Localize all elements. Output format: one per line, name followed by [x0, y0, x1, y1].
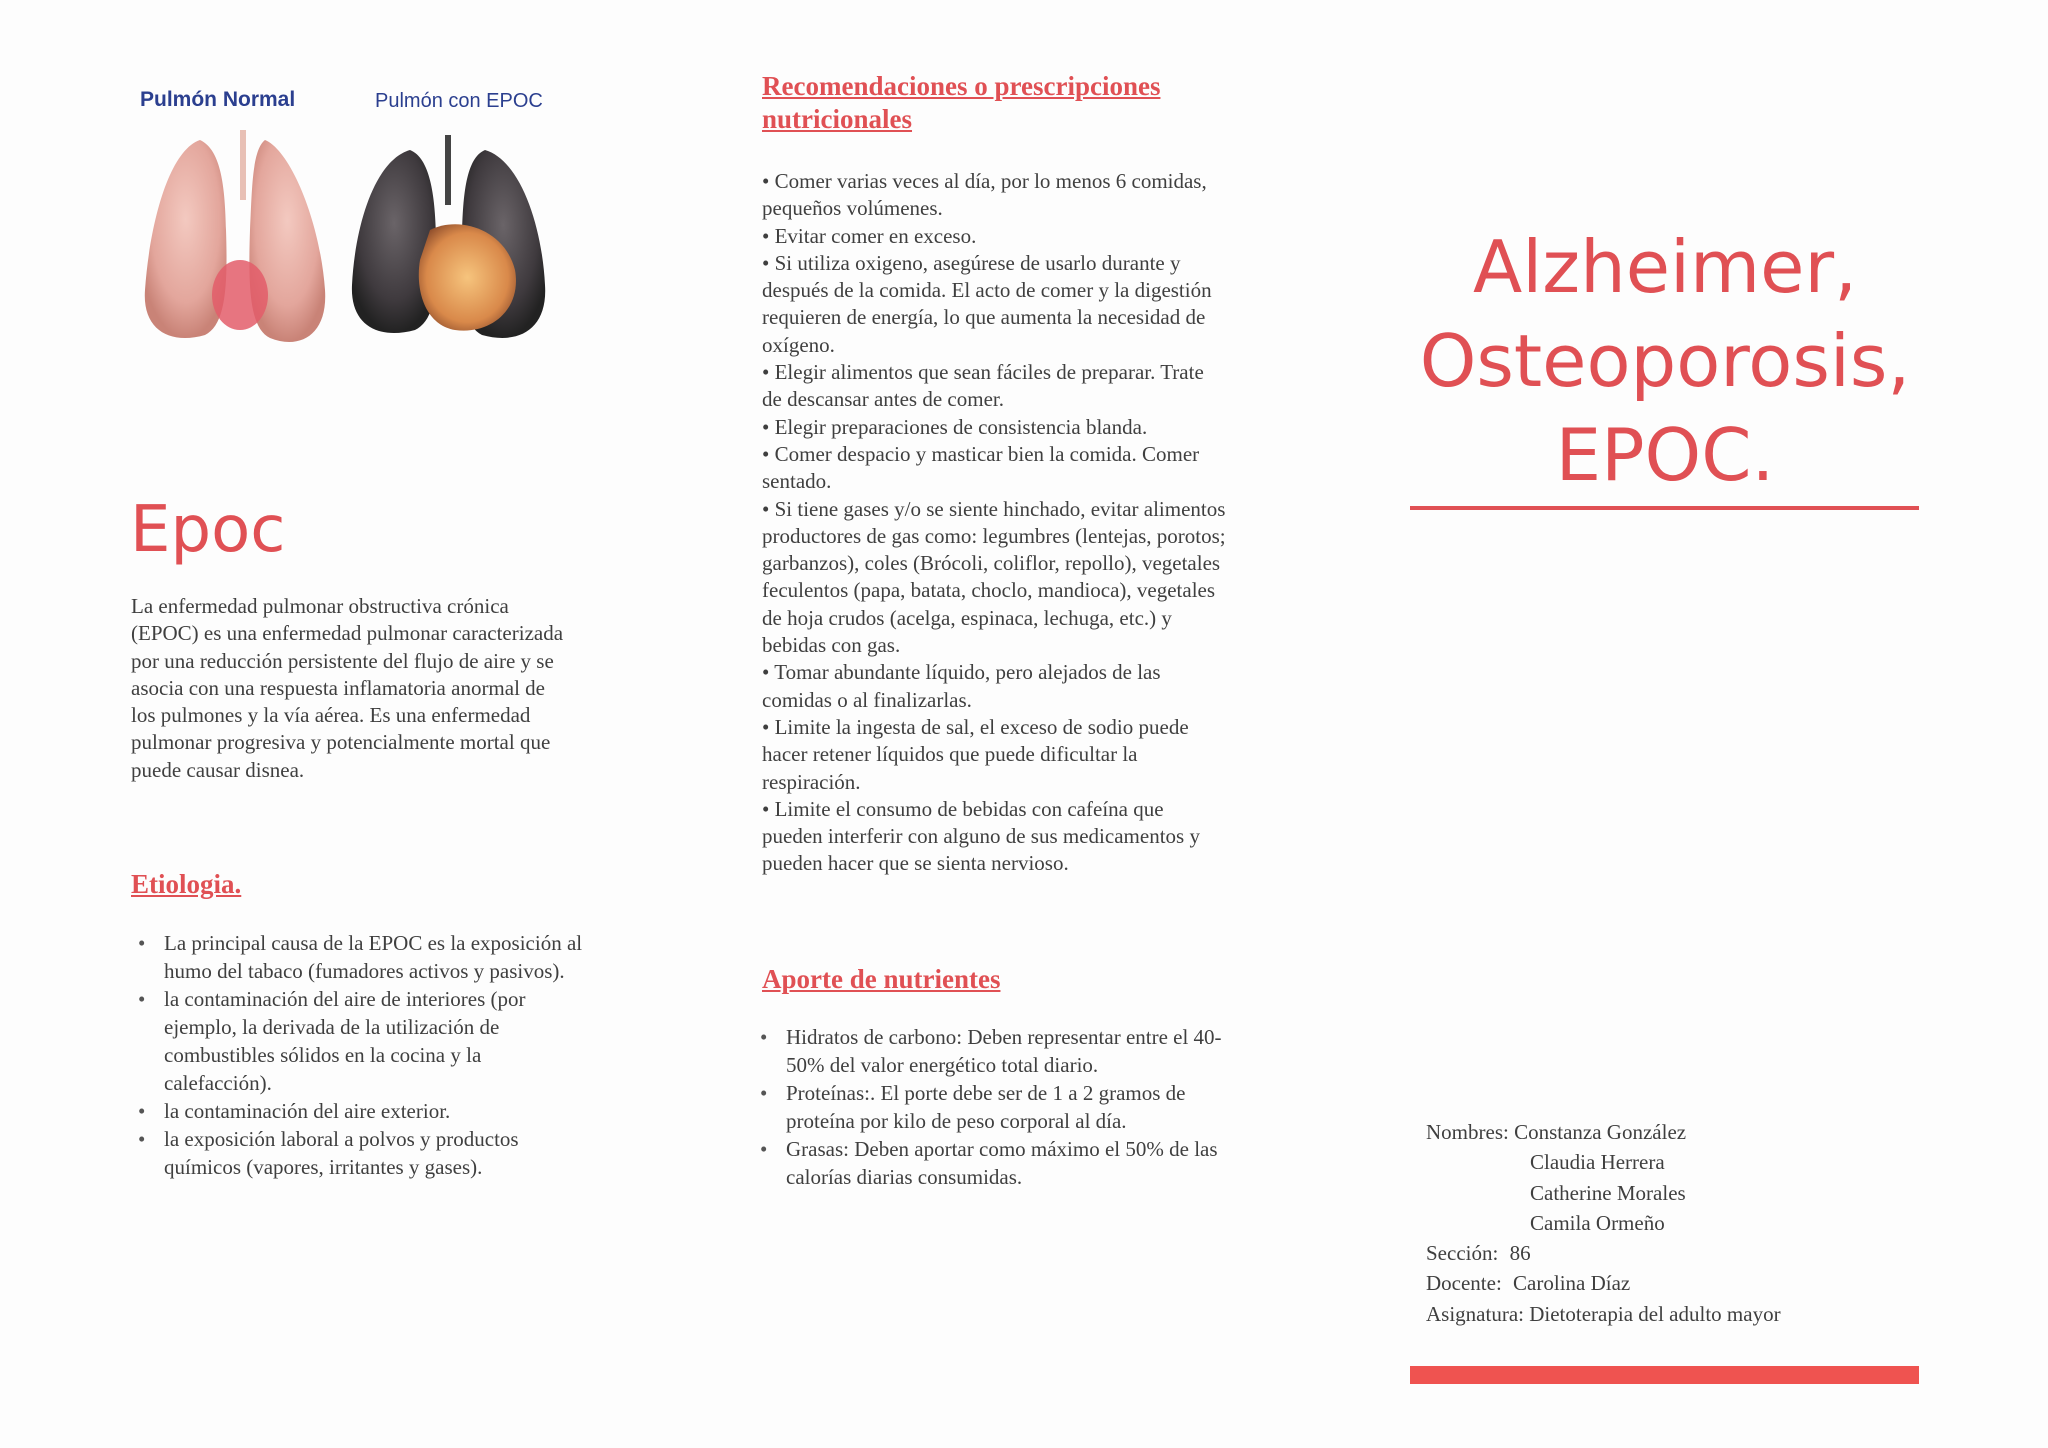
recommendation-item: • Comer varias veces al día, por lo menos 6 comidas, pequeños volúmenes. [762, 169, 1207, 221]
nutrient-item: • Grasas: Deben aportar como máximo el 50% de las calorías diarias consumidas. [752, 1135, 1226, 1191]
recommendation-item: • Comer despacio y masticar bien la comida. Comer sentado. [762, 441, 1200, 494]
lung-normal-label: Pulmón Normal [140, 88, 296, 111]
lungs-illustration [130, 110, 580, 360]
nutrients-heading: Aporte de nutrientes [762, 964, 1001, 994]
epoc-intro: La enfermedad pulmonar obstructiva crónica (EPOC) es una enfermedad pulmonar caracterizada por una reducción persistente del flujo de aire y se asocia con una respuesta inflamatoria anormal de los pulmones y la vía aérea. Es una enfermedad pulmonar progresiva y potencialmente mortal que puede causar disnea. [131, 594, 564, 782]
recommendations-heading: Recomendaciones o prescripciones nutricionales [762, 71, 1161, 134]
student-name: Constanza González [1514, 1120, 1687, 1144]
section-label: Sección: [1426, 1241, 1499, 1266]
lung-epoc-label: Pulmón con EPOC [375, 90, 543, 112]
recommendations-list [762, 168, 1226, 878]
student-name: Claudia Herrera [1530, 1150, 1665, 1175]
student-name: Camila Ormeño [1530, 1210, 1665, 1235]
nutrient-item: • Proteínas:. El porte debe ser de 1 a 2 gramos de proteína por kilo de peso corporal al día. [752, 1079, 1226, 1135]
names-row [1426, 1117, 1906, 1147]
etiology-list [130, 929, 590, 1181]
recommendation-item: • Elegir alimentos que sean fáciles de preparar. Trate de descansar antes de comer. [762, 360, 1204, 412]
teacher-row [1426, 1268, 1906, 1298]
cover-title-line: Alzheimer, [1473, 225, 1857, 309]
lung-comparison-image [130, 80, 580, 360]
recommendation-item: • Tomar abundante líquido, pero alejados de las comidas o al finalizarlas. [762, 660, 1161, 712]
cover-title-line: Osteoporosis, [1419, 319, 1911, 403]
epoc-title: Epoc [130, 493, 286, 567]
etiology-heading: Etiologia. [131, 869, 242, 899]
teacher-label: Docente: [1426, 1271, 1502, 1296]
recommendation-item: • Limite la ingesta de sal, el exceso de sodio puede hacer retener líquidos que puede dificultar la respiración. [762, 714, 1189, 794]
names-label: Nombres: [1426, 1120, 1509, 1144]
nutrients-list [752, 1023, 1226, 1191]
section-value: 86 [1509, 1241, 1531, 1266]
cover-title-line: EPOC. [1555, 413, 1775, 497]
student-name: Catherine Morales [1530, 1180, 1686, 1205]
cover-title [1410, 220, 1920, 502]
etiology-item: • la contaminación del aire exterior. [130, 1097, 590, 1125]
title-divider [1410, 506, 1919, 510]
subject-row [1426, 1299, 1906, 1329]
etiology-list-clip [130, 929, 590, 1201]
teacher-value: Carolina Díaz [1513, 1271, 1631, 1296]
nutrient-item: • Hidratos de carbono: Deben representar entre el 40-50% del valor energético total diario. [752, 1023, 1226, 1079]
recommendation-item: • Elegir preparaciones de consistencia blanda. [762, 414, 1148, 439]
footer-bar [1410, 1366, 1919, 1384]
subject-label: Asignatura: [1426, 1301, 1524, 1326]
section-row [1426, 1238, 1906, 1268]
recommendation-item: • Si utiliza oxigeno, asegúrese de usarlo durante y después de la comida. El acto de comer y la digestión requieren de energía, lo que aumenta la necesidad de oxígeno. [762, 250, 1212, 357]
recommendation-item: • Si tiene gases y/o se siente hinchado, evitar alimentos productores de gas como: legumbres (lentejas, porotos; garbanzos), coles (Brócoli, coliflor, repollo), vegetales feculentos (papa, batata, choclo, mandioca), vegetales de hoja crudos (acelga, espinaca, lechuga, etc.) y bebidas con gas. [762, 496, 1226, 658]
etiology-item: • la contaminación del aire de interiores (por ejemplo, la derivada de la utilización de combustibles sólidos en la cocina y la calefacción). [130, 985, 590, 1097]
credits-block [1426, 1117, 1906, 1329]
subject-value: Dietoterapia del adulto mayor [1529, 1301, 1781, 1326]
recommendation-item: • Limite el consumo de bebidas con cafeína que pueden interferir con alguno de sus medicamentos y pueden hacer que se sienta nervioso. [762, 796, 1200, 876]
etiology-item: • La principal causa de la EPOC es la exposición al humo del tabaco (fumadores activos y pasivos). [130, 929, 590, 985]
recommendation-item: • Evitar comer en exceso. [762, 223, 977, 248]
etiology-item: • la exposición laboral a polvos y productos químicos (vapores, irritantes y gases). [130, 1125, 590, 1181]
